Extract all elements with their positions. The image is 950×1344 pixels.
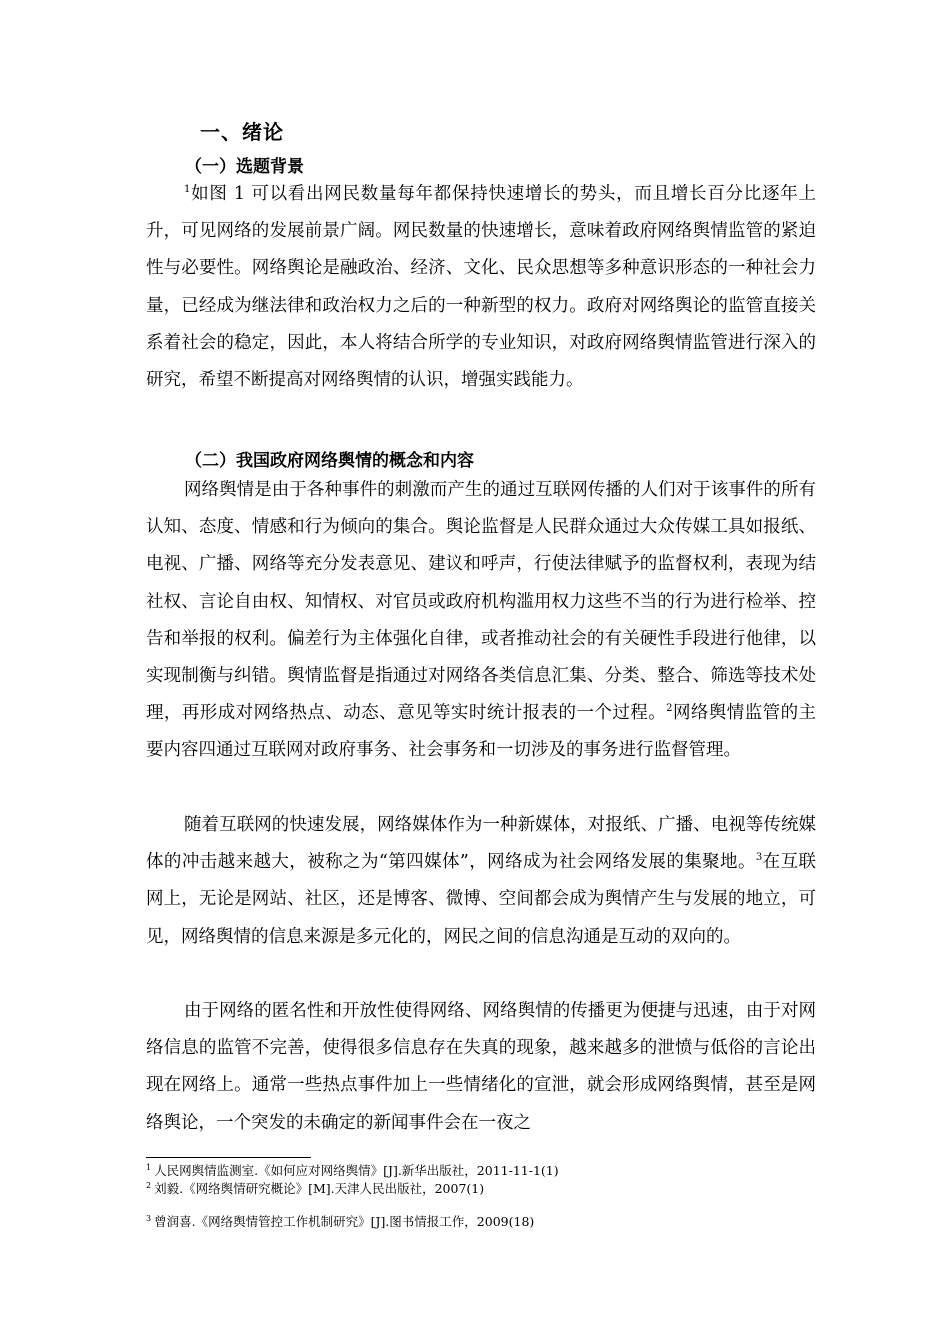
footnote-separator	[146, 1157, 311, 1158]
footnote-number: 2	[146, 1180, 152, 1190]
chapter-heading: 一、绪论	[200, 120, 284, 144]
paragraph-text: 网络舆情是由于各种事件的刺激而产生的通过互联网传播的人们对于该事件的所有认知、态度、情感和行为倾向的集合。舆论监督是人民群众通过大众传媒工具如报纸、电视、广播、网络等充分发表意见、建议和呼声，行使法律赋予的监督权利，表现为结社权、言论自由权、知情权、对官员或政府机构滥用权力这些不当的行为进行检举、控告和举报的权利。偏差行为主体强化自律，或者推动社会的有关硬性手段进行他律，以实现制衡与纠错。舆情监督是指通过对网络各类信息汇集、分类、整合、筛选等技术处理，再形成对网络热点、动态、意见等实时统计报表的一个过程。	[146, 480, 816, 724]
footnote-1	[146, 1163, 559, 1179]
section-title-background: （一）选题背景	[185, 157, 304, 177]
paragraph-text: 随着互联网的快速发展，网络媒体作为一种新媒体，对报纸、广播、电视等传统媒体的冲击越来越大，被称之为“第四媒体”，网络成为社会网络发展的集聚地。	[146, 815, 816, 873]
footnote-number: 1	[146, 1162, 152, 1172]
paragraph-concept	[146, 472, 816, 770]
footnote-2	[146, 1181, 484, 1197]
paragraph-internet	[146, 807, 816, 956]
footnote-3	[146, 1214, 534, 1230]
paragraph-anonymity: 由于网络的匿名性和开放性使得网络、网络舆情的传播更为便捷与迅速，由于对网络信息的监管不完善，使得很多信息存在失真的现象，越来越多的泄愤与低俗的言论出现在网络上。通常一些热点事件加上一些情绪化的宣泄，就会形成网络舆情，甚至是网络舆论，一个突发的未确定的新闻事件会在一夜之	[146, 1001, 816, 1133]
paragraph-text: 如图 1 可以看出网民数量每年都保持快速增长的势头，而且增长百分比逐年上升，可见网络的发展前景广阔。网民数量的快速增长，意味着政府网络舆情监管的紧迫性与必要性。网络舆论是融政治、经济、文化、民众思想等多种意识形态的一种社会力量，已经成为继法律和政治权力之后的一种新型的权力。政府对网络舆论的监管直接关系着社会的稳定，因此，本人将结合所学的专业知识，对政府网络舆情监管进行深入的研究，希望不断提高对网络舆情的认识，增强实践能力。	[146, 184, 816, 391]
footnote-ref-2[interactable]: 2	[666, 703, 673, 715]
footnote-number: 3	[146, 1213, 152, 1223]
footnote-ref-3[interactable]: 3	[755, 852, 763, 864]
footnote-text: 刘毅.《网络舆情研究概论》[M].天津人民出版社，2007(1)	[154, 1181, 485, 1196]
paragraph-background	[146, 176, 816, 399]
footnote-text: 曾润喜.《网络舆情管控工作机制研究》[J].图书情报工作，2009(18)	[154, 1214, 535, 1229]
footnote-text: 人民网舆情监测室.《如何应对网络舆情》[J].新华出版社，2011-11-1(1)	[154, 1163, 559, 1178]
footnote-ref-1[interactable]: 1	[184, 184, 191, 196]
paragraph-text: 网络舆情监管的主要内容四通过互联网对政府事务、社会事务和一切涉及的事务进行监督管理。	[146, 703, 817, 761]
paragraph-text: 在互联网上，无论是网站、社区，还是博客、微博、空间都会成为舆情产生与发展的地立，可见，网络舆情的信息来源是多元化的，网民之间的信息沟通是互动的双向的。	[146, 852, 817, 947]
section-title-concept: （二）我国政府网络舆情的概念和内容	[185, 451, 474, 471]
